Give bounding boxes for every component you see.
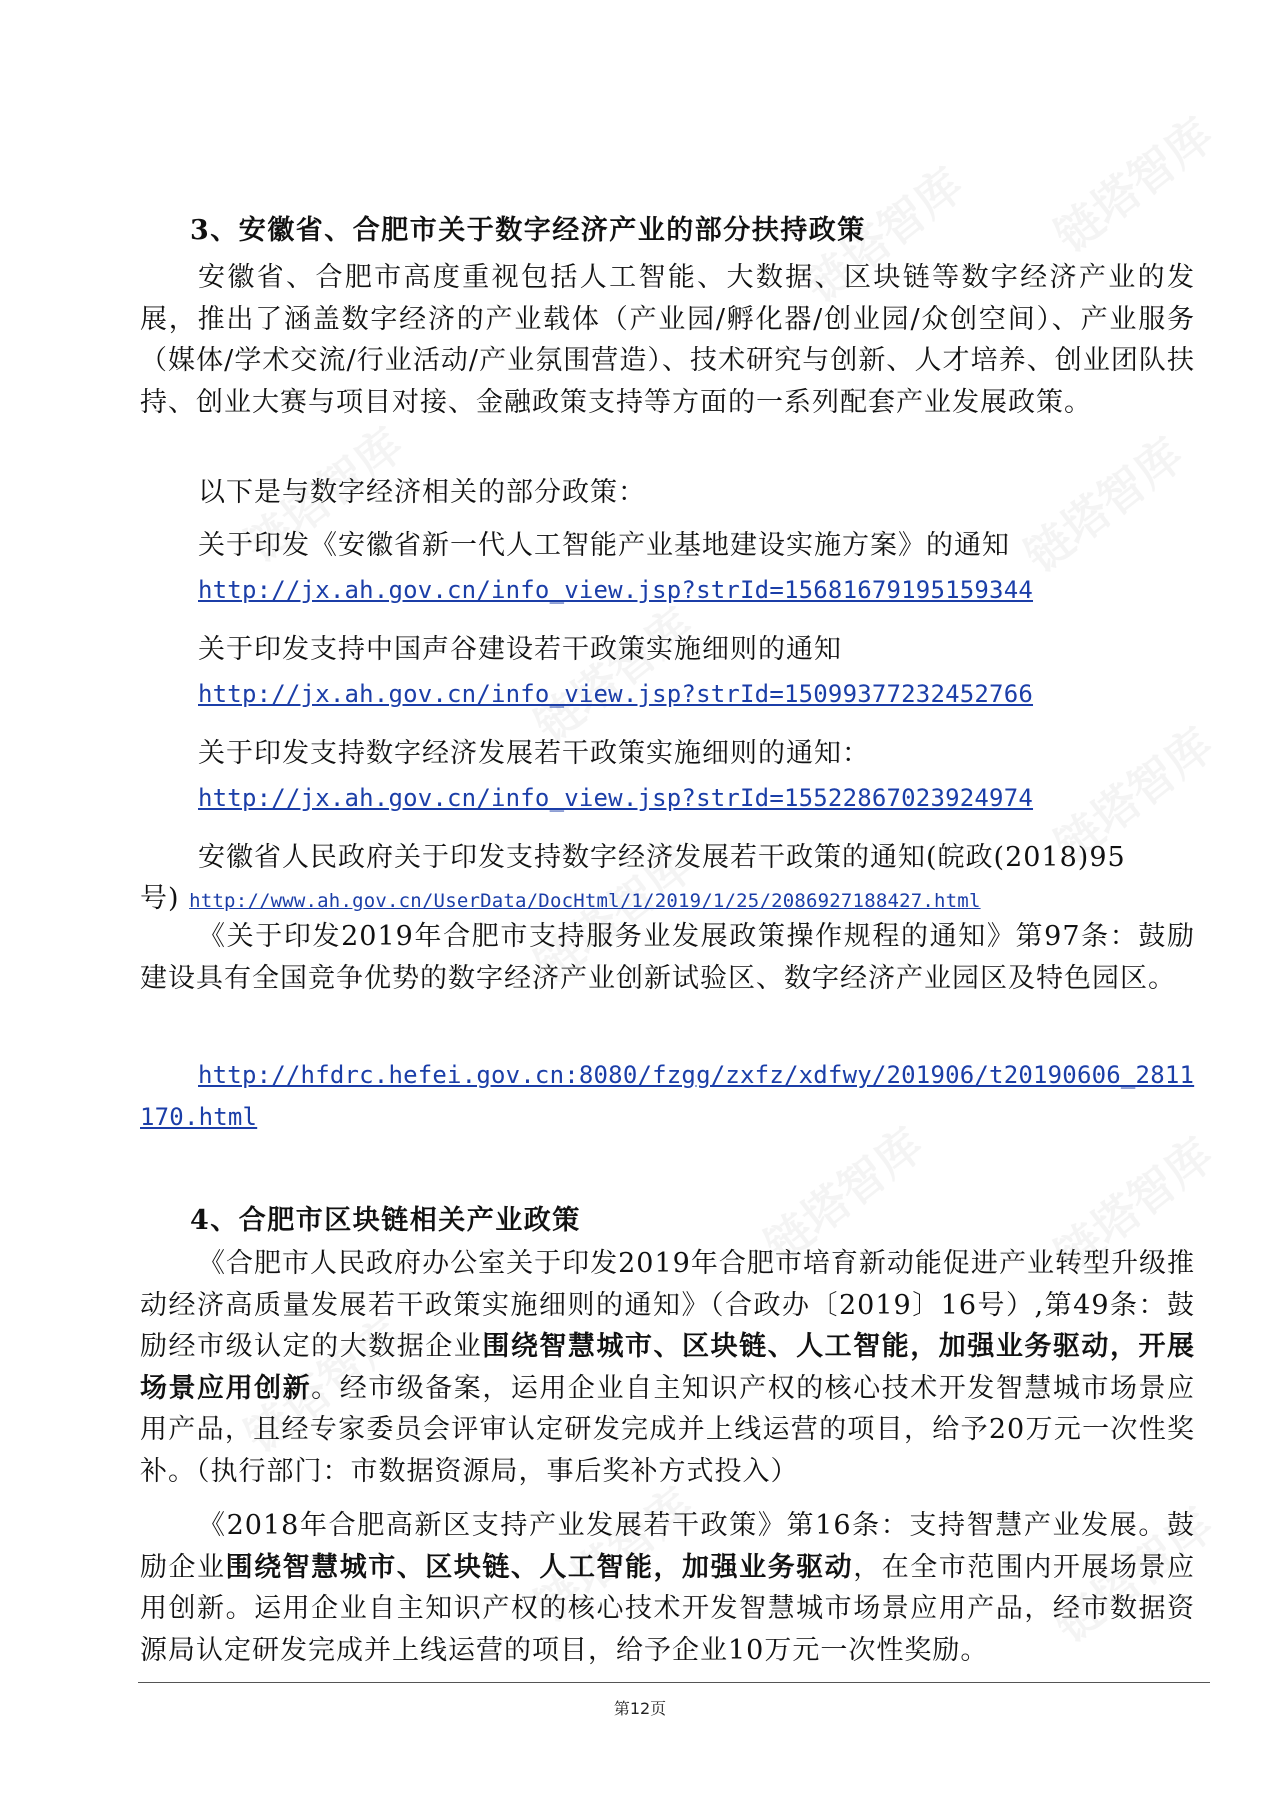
section3-intro-block xyxy=(140,257,1195,423)
section4-para1-block xyxy=(140,1243,1195,1492)
policy1-link[interactable]: http://jx.ah.gov.cn/info_view.jsp?strId=15681679195159344 xyxy=(198,576,1034,604)
section4-para2-bold: 围绕智慧城市、区块链、人工智能，加强业务驱动 xyxy=(225,1551,854,1583)
policy5-link[interactable]: http://hfdrc.hefei.gov.cn:8080/fzgg/zxfz/xdfwy/201906/t20190606_2811170.html xyxy=(140,1061,1195,1131)
watermark xyxy=(1039,100,1225,265)
section4-para2 xyxy=(140,1505,1195,1671)
policy-list-heading: 以下是与数字经济相关的部分政策： xyxy=(198,477,646,508)
policy4-title: 安徽省人民政府关于印发支持数字经济发展若干政策的通知(皖政(2018)95 xyxy=(198,842,1126,873)
section4-para2-block xyxy=(140,1505,1195,1671)
policy4-title-tail: 号) xyxy=(140,883,180,914)
policy3-url-line xyxy=(198,784,1033,812)
section4-para1-bold: 围绕智慧城市、区块链、人工智能，加强业务驱动，开展场景应用创新 xyxy=(140,1331,1196,1404)
section3-intro: 安徽省、合肥市高度重视包括人工智能、大数据、区块链等数字经济产业的发展，推出了涵盖数字经济的产业载体（产业园/孵化器/创业园/众创空间）、产业服务（媒体/学术交流/行业活动/产业氛围营造）、技术研究与创新、人才培养、创业团队扶持、创业大赛与项目对接、金融政策支持等方面的一系列配套产业发展政策。 xyxy=(140,262,1195,418)
section4-para2-lead: 《2018年合肥高新区支持产业发展若干政策》第16条：支持智慧产业发展。鼓励企业 xyxy=(140,1510,1195,1583)
section4-para2-tail: ，在全市范围内开展场景应用创新。运用企业自主知识产权的核心技术开发智慧城市场景应用产品，经市数据资源局认定研发完成并上线运营的项目，给予企业10万元一次性奖励。 xyxy=(140,1551,1196,1666)
section4-para1 xyxy=(140,1243,1195,1492)
policy1-url-line xyxy=(198,576,1033,604)
page-number: 第12页 xyxy=(613,1699,667,1718)
policy2-link[interactable]: http://jx.ah.gov.cn/info_view.jsp?strId=15099377232452766 xyxy=(198,680,1034,708)
policy5-block xyxy=(140,916,1195,999)
policy5-text: 《关于印发2019年合肥市支持服务业发展政策操作规程的通知》第97条：鼓励建设具有全国竞争优势的数字经济产业创新试验区、数字经济产业园区及特色园区。 xyxy=(140,921,1195,994)
section4-para1-lead: 《合肥市人民政府办公室关于印发2019年合肥市培育新动能促进产业转型升级推动经济高质量发展若干政策实施细则的通知》（合政办〔2019〕16号）,第49条：鼓励经市级认定的大数据企业 xyxy=(140,1248,1195,1362)
watermark xyxy=(1009,420,1195,585)
policy2-url-line xyxy=(198,680,1033,708)
section4-title: 4、合肥市区块链相关产业政策 xyxy=(190,1205,581,1236)
policy2-title: 关于印发支持中国声谷建设若干政策实施细则的通知 xyxy=(198,634,842,665)
policy5-url-para xyxy=(140,1055,1195,1138)
policy3-title: 关于印发支持数字经济发展若干政策实施细则的通知： xyxy=(198,738,870,769)
policy4-title-continued xyxy=(140,876,981,915)
policy3-link[interactable]: http://jx.ah.gov.cn/info_view.jsp?strId=15522867023924974 xyxy=(198,784,1034,812)
policy1-title: 关于印发《安徽省新一代人工智能产业基地建设实施方案》的通知 xyxy=(198,530,1010,561)
section4-para1-tail: 。经市级备案，运用企业自主知识产权的核心技术开发智慧城市场景应用产品，且经专家委员会评审认定研发完成并上线运营的项目，给予20万元一次性奖补。（执行部门：市数据资源局，事后奖补方式投入） xyxy=(140,1372,1196,1487)
footer-divider xyxy=(138,1682,1210,1683)
policy5-url-block xyxy=(140,1055,1195,1138)
section3-title: 3、安徽省、合肥市关于数字经济产业的部分扶持政策 xyxy=(190,215,866,246)
policy4-link[interactable]: http://www.ah.gov.cn/UserData/DocHtml/1/2019/1/25/2086927188427.html xyxy=(189,890,981,912)
